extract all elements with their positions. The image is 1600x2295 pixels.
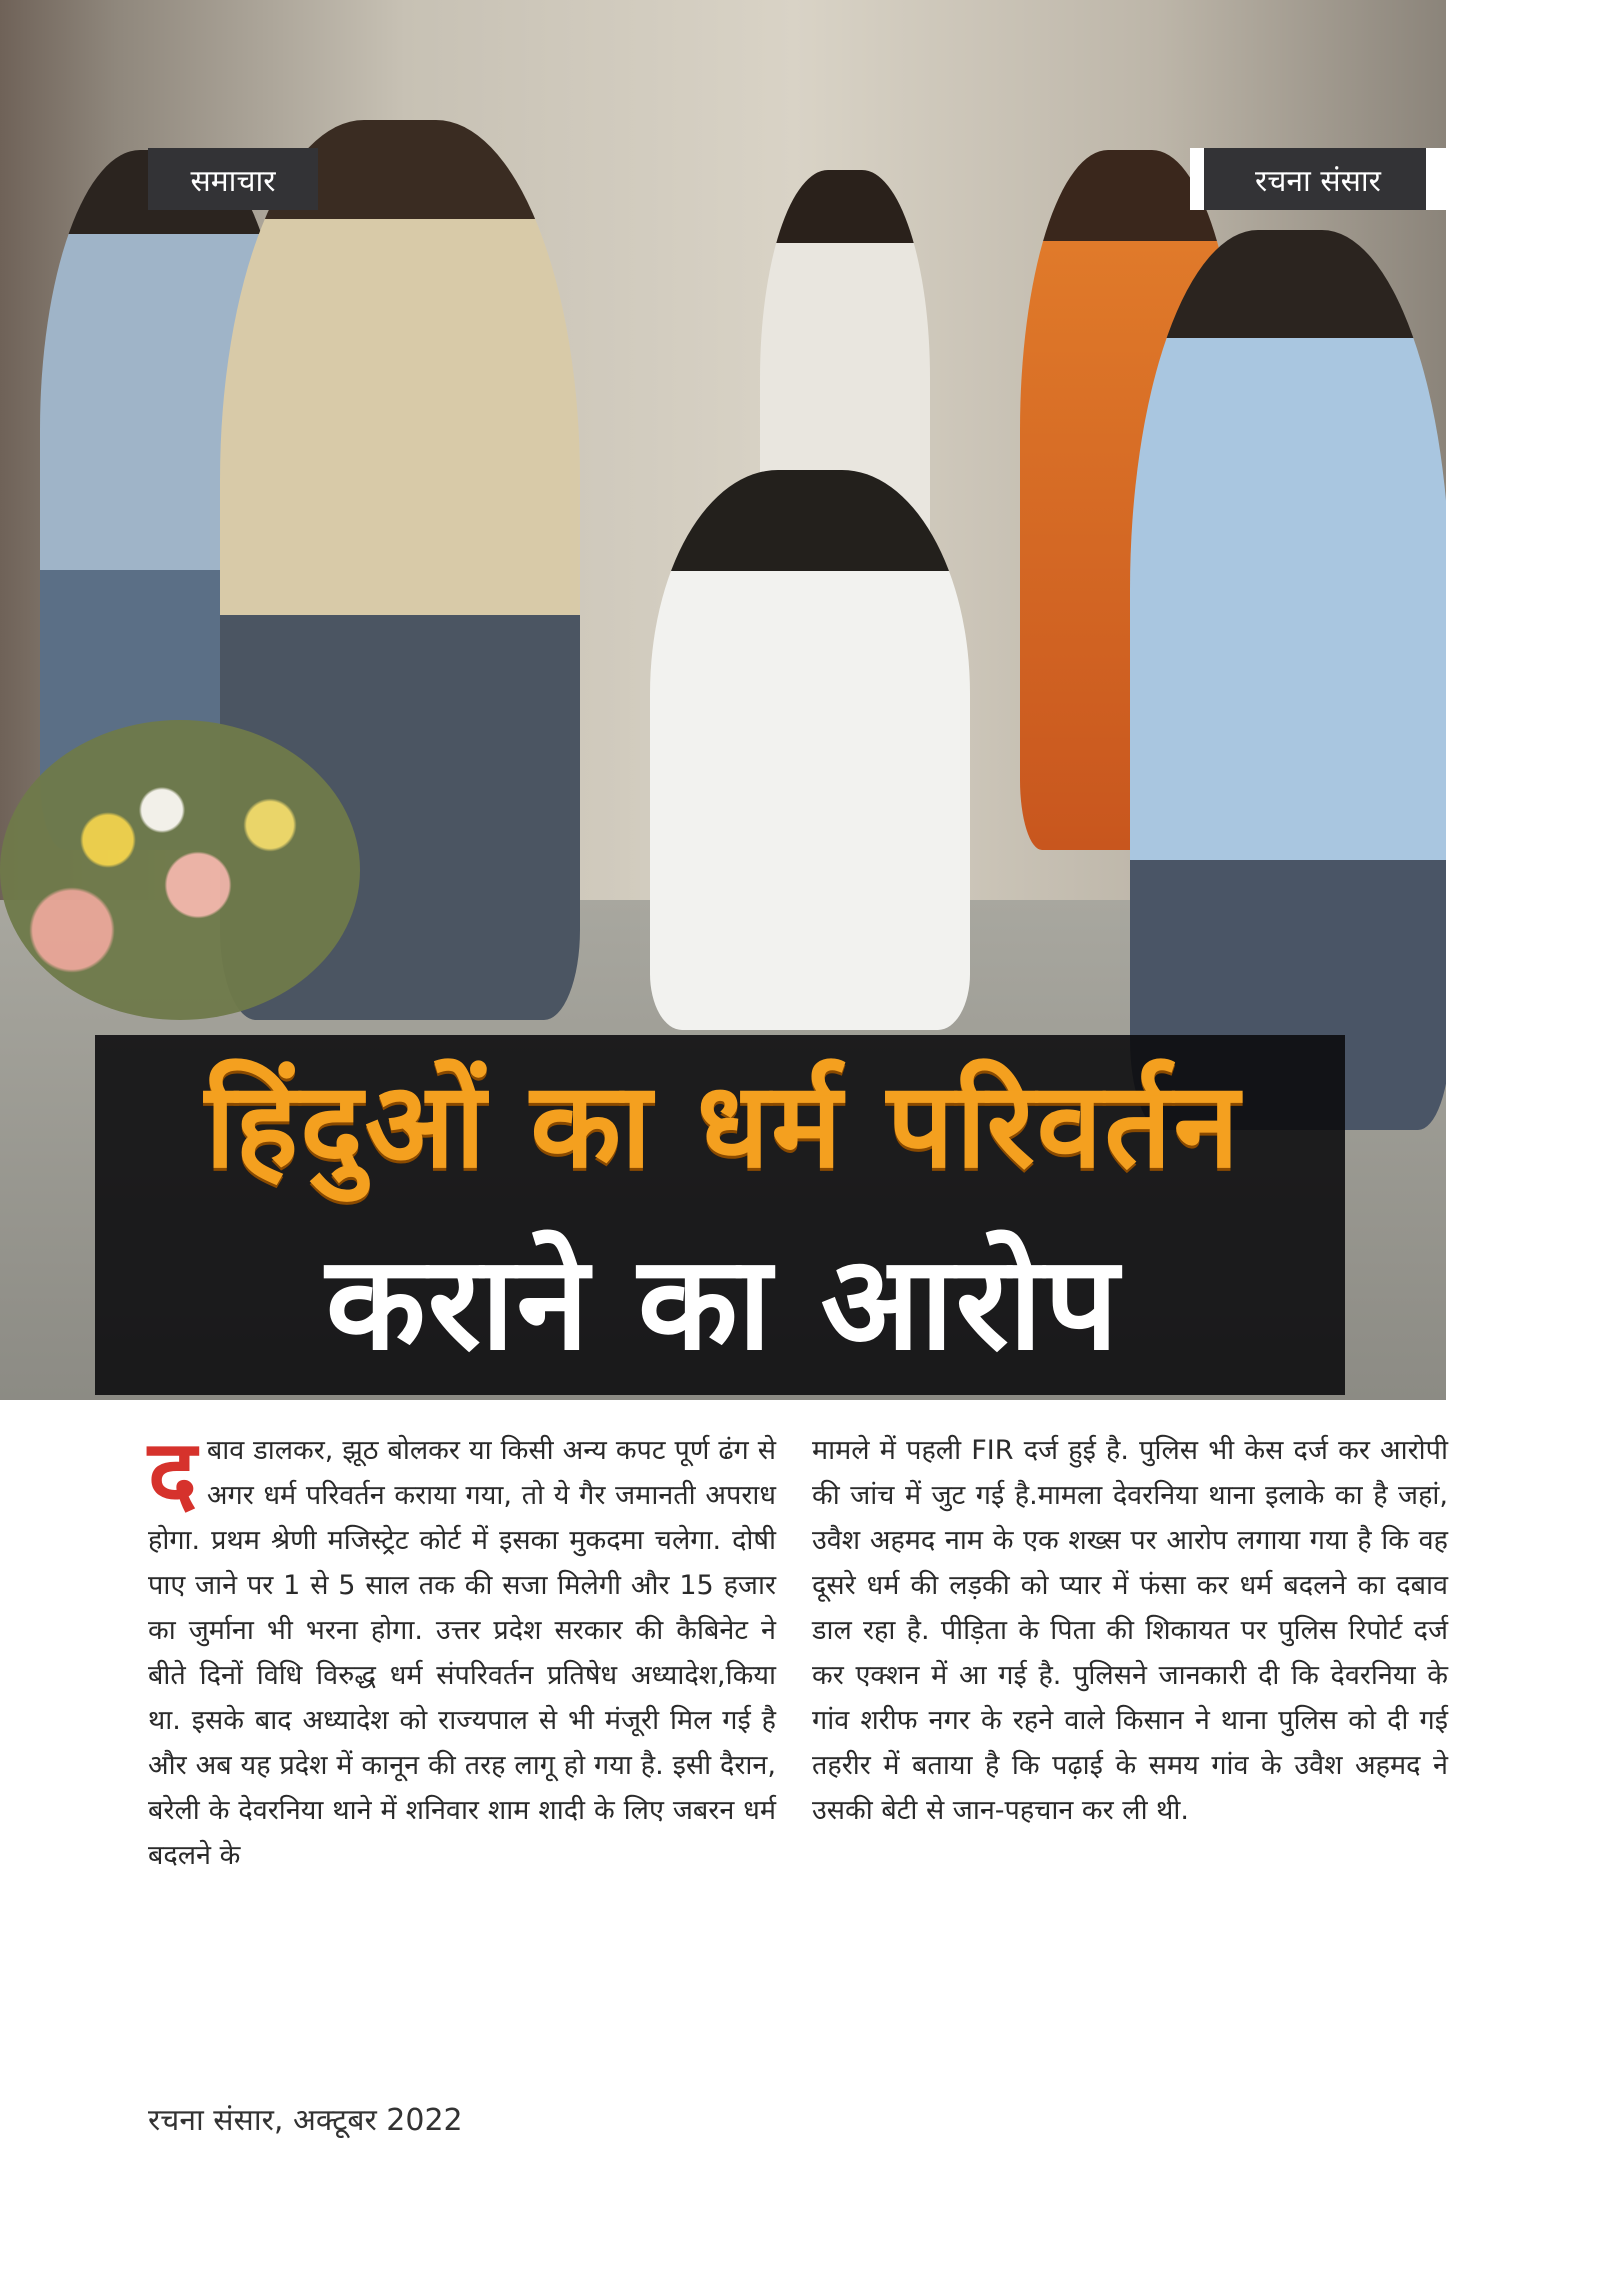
headline-line-1: हिंदुओं का धर्म परिवर्तन bbox=[204, 1056, 1242, 1194]
tag-bar bbox=[1426, 148, 1446, 210]
article-column-right bbox=[812, 1428, 1448, 1833]
photo-person bbox=[650, 470, 970, 1030]
photo-person bbox=[1130, 230, 1446, 1130]
magazine-tag bbox=[1190, 148, 1446, 210]
page-footer: रचना संसार, अक्टूबर 2022 bbox=[148, 2103, 463, 2138]
photo-flowers bbox=[0, 720, 360, 1020]
drop-cap: द bbox=[148, 1420, 197, 1527]
tag-bar bbox=[1190, 148, 1204, 210]
article-text-right: मामले में पहली FIR दर्ज हुई है. पुलिस भी केस दर्ज कर आरोपी की जांच में जुट गई है.मामला देवरनिया थाना इलाके का है जहां, उवैश अहमद नाम के एक शख्स पर आरोप लगाया गया है कि वह दूसरे धर्म की लड़की को प्यार में फंसा कर धर्म बदलने का दबाव डाल रहा है. पीड़िता के पिता की शिकायत पर पुलिस रिपोर्ट दर्ज कर एक्शन में आ गई है. पुलिसने जानकारी दी कि देवरनिया के गांव शरीफ नगर के रहने वाले किसान ने थाना पुलिस को दी गई तहरीर में बताया है कि पढ़ाई के समय गांव के उवैश अहमद ने उसकी बेटी से जान-पहचान कर ली थी. bbox=[812, 1435, 1448, 1826]
headline-line-2: कराने का आरोप bbox=[325, 1227, 1121, 1379]
section-tag-label: समाचार bbox=[190, 163, 276, 199]
article-paragraph bbox=[148, 1420, 776, 1878]
article-text-left: बाव डालकर, झूठ बोलकर या किसी अन्य कपट पूर्ण ढंग से अगर धर्म परिवर्तन कराया गया, तो ये गैर जमानती अपराध होगा. प्रथम श्रेणी मजिस्ट्रेट कोर्ट में इसका मुकदमा चलेगा. दोषी पाए जाने पर 1 से 5 साल तक की सजा मिलेगी और 15 हजार का जुर्माना भी भरना होगा. उत्तर प्रदेश सरकार की कैबिनेट ने बीते दिनों विधि विरुद्ध धर्म संपरिवर्तन प्रतिषेध अध्यादेश,किया था. इसके बाद अध्यादेश को राज्यपाल से भी मंजूरी मिल गई है और अब यह प्रदेश में कानून की तरह लागू हो गया है. इसी दैरान, बरेली के देवरनिया थाने में शनिवार शाम शादी के लिए जबरन धर्म बदलने के bbox=[148, 1435, 776, 1871]
magazine-tag-label: रचना संसार bbox=[1255, 163, 1381, 199]
section-tag bbox=[148, 148, 318, 210]
article-column-left bbox=[148, 1420, 776, 1878]
